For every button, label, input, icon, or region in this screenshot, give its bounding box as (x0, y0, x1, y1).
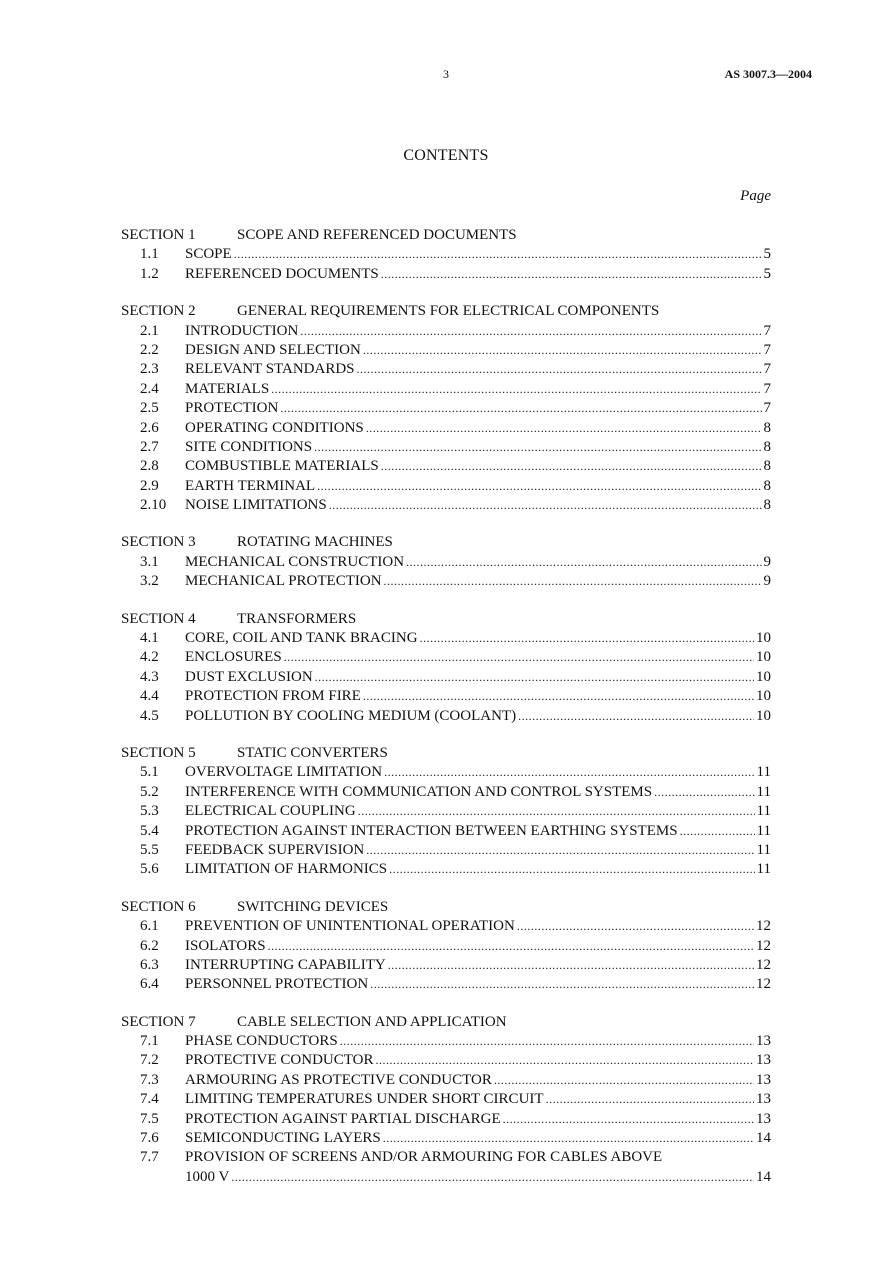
dot-leader (370, 975, 754, 994)
dot-leader (357, 360, 762, 379)
entry-page-number: 7 (763, 400, 771, 417)
entry-page-number: 10 (756, 630, 771, 647)
contents-title: CONTENTS (403, 147, 489, 164)
dot-leader (389, 860, 754, 879)
dot-leader (654, 783, 754, 802)
toc-entry (121, 783, 771, 802)
entry-page-number: 13 (756, 1033, 771, 1050)
entry-title: PROTECTION (185, 400, 279, 417)
entry-title: SEMICONDUCTING LAYERS (185, 1130, 381, 1147)
toc-entry (121, 1148, 771, 1187)
entry-number: 2.3 (140, 361, 159, 378)
entry-number: 7.6 (140, 1130, 159, 1147)
toc-entry (121, 1110, 771, 1129)
entry-title: 1000 V (185, 1168, 230, 1185)
section-heading (121, 226, 771, 245)
section-name: TRANSFORMERS (237, 610, 357, 627)
entry-page-number: 8 (763, 419, 771, 436)
toc-section (121, 226, 771, 284)
entry-title: MECHANICAL PROTECTION (185, 573, 382, 590)
toc-section (121, 533, 771, 591)
entry-page-number: 10 (756, 649, 771, 666)
entry-number: 2.10 (140, 497, 167, 514)
section-heading (121, 610, 771, 629)
entry-title: ARMOURING AS PROTECTIVE CONDUCTOR (185, 1071, 492, 1088)
toc-entry (121, 360, 771, 379)
entry-number: 7.2 (140, 1052, 159, 1069)
dot-leader (366, 841, 754, 860)
section-label: SECTION 7 (121, 1013, 196, 1030)
section-label: SECTION 1 (121, 227, 196, 243)
entry-page-number: 9 (763, 573, 771, 590)
entry-page-number: 14 (756, 1168, 771, 1185)
entry-page-number: 8 (763, 477, 771, 494)
toc-entry (121, 265, 771, 284)
entry-title: DUST EXCLUSION (185, 668, 313, 685)
toc-entry (121, 1071, 771, 1090)
entry-page-number: 5 (763, 246, 771, 263)
entry-number: 3.1 (140, 553, 159, 570)
entry-page-number: 7 (763, 380, 771, 397)
dot-leader (383, 1129, 754, 1148)
entry-number: 7.1 (140, 1033, 159, 1050)
entry-title: NOISE LIMITATIONS (185, 497, 327, 514)
toc-entry (121, 860, 771, 879)
dot-leader (280, 399, 761, 418)
entry-title: PROTECTIVE CONDUCTOR (185, 1052, 374, 1069)
toc-entry (121, 1032, 771, 1051)
toc-entry (121, 707, 771, 726)
entry-page-number: 11 (756, 822, 771, 839)
section-heading (121, 302, 771, 321)
toc-entry (121, 245, 771, 264)
entry-number: 3.2 (140, 573, 159, 590)
toc-entry (121, 477, 771, 496)
entry-title: LIMITING TEMPERATURES UNDER SHORT CIRCUIT (185, 1091, 544, 1108)
toc-entry (121, 399, 771, 418)
section-name: GENERAL REQUIREMENTS FOR ELECTRICAL COMPONENTS (237, 303, 660, 320)
dot-leader (231, 1168, 754, 1187)
dot-leader (381, 457, 762, 476)
section-label: SECTION 6 (121, 898, 196, 915)
dot-leader (363, 341, 762, 360)
entry-number: 7.4 (140, 1091, 159, 1108)
entry-title: PROTECTION FROM FIRE (185, 688, 361, 705)
toc-section (121, 898, 771, 995)
toc-entry (121, 496, 771, 515)
toc-entry (121, 1129, 771, 1148)
toc-entry (121, 668, 771, 687)
entry-title: RELEVANT STANDARDS (185, 361, 355, 378)
section-heading (121, 533, 771, 552)
dot-leader (315, 668, 754, 687)
entry-number: 7.7 (140, 1149, 159, 1166)
toc-section (121, 1013, 771, 1188)
toc-entry (121, 1051, 771, 1070)
entry-page-number: 13 (756, 1052, 771, 1069)
section-name: ROTATING MACHINES (237, 534, 393, 551)
entry-page-number: 14 (756, 1130, 771, 1147)
table-of-contents (121, 226, 771, 1205)
entry-number: 5.6 (140, 861, 159, 878)
dot-leader (271, 380, 761, 399)
entry-page-number: 12 (756, 976, 771, 993)
entry-title: MATERIALS (185, 380, 270, 397)
entry-number: 6.3 (140, 956, 159, 973)
toc-entry (121, 822, 771, 841)
entry-title: LIMITATION OF HARMONICS (185, 861, 388, 878)
dot-leader (284, 648, 754, 667)
entry-number: 1.1 (140, 246, 159, 263)
dot-leader (300, 322, 761, 341)
section-label: SECTION 3 (121, 534, 196, 551)
entry-number: 1.2 (140, 265, 159, 282)
toc-entry (121, 841, 771, 860)
entry-number: 7.3 (140, 1071, 159, 1088)
section-heading (121, 744, 771, 763)
dot-leader (366, 419, 762, 438)
dot-leader (329, 496, 762, 515)
entry-number: 5.1 (140, 764, 159, 781)
entry-page-number: 13 (756, 1071, 771, 1088)
entry-number: 6.1 (140, 918, 159, 935)
section-name: SCOPE AND REFERENCED DOCUMENTS (237, 227, 517, 243)
entry-number: 4.1 (140, 630, 159, 647)
entry-title: ENCLOSURES (185, 649, 282, 666)
page-number: 3 (443, 67, 449, 81)
entry-title: SCOPE (185, 246, 232, 263)
entry-number: 2.1 (140, 322, 159, 339)
entry-title: DESIGN AND SELECTION (185, 341, 361, 358)
entry-page-number: 5 (763, 265, 771, 282)
entry-number: 5.3 (140, 803, 159, 820)
entry-page-number: 8 (763, 438, 771, 455)
entry-number: 2.9 (140, 477, 159, 494)
toc-entry (121, 380, 771, 399)
dot-leader (680, 822, 755, 841)
entry-page-number: 12 (756, 918, 771, 935)
dot-leader (314, 438, 761, 457)
dot-leader (384, 763, 754, 782)
entry-title: POLLUTION BY COOLING MEDIUM (COOLANT) (185, 707, 517, 724)
entry-page-number: 11 (756, 783, 771, 800)
entry-title: CORE, COIL AND TANK BRACING (185, 630, 418, 647)
entry-title: PROTECTION AGAINST PARTIAL DISCHARGE (185, 1110, 501, 1127)
entry-page-number: 11 (756, 764, 771, 781)
dot-leader (420, 629, 754, 648)
entry-number: 6.2 (140, 937, 159, 954)
toc-entry (121, 629, 771, 648)
entry-title: INTERRUPTING CAPABILITY (185, 956, 386, 973)
entry-title: PROTECTION AGAINST INTERACTION BETWEEN EARTHING SYSTEMS (185, 822, 678, 839)
dot-leader (317, 477, 761, 496)
entry-page-number: 12 (756, 956, 771, 973)
section-heading (121, 898, 771, 917)
entry-number: 2.4 (140, 380, 159, 397)
toc-entry (121, 956, 771, 975)
entry-number: 2.2 (140, 341, 159, 358)
entry-title: MECHANICAL CONSTRUCTION (185, 553, 405, 570)
dot-leader (358, 802, 755, 821)
dot-leader (406, 553, 761, 572)
entry-title: ELECTRICAL COUPLING (185, 803, 356, 820)
page-column-label: Page (740, 188, 771, 204)
entry-page-number: 7 (763, 341, 771, 358)
section-label: SECTION 5 (121, 744, 196, 761)
toc-entry (121, 457, 771, 476)
document-id: AS 3007.3—2004 (724, 67, 812, 81)
dot-leader (384, 572, 762, 591)
entry-page-number: 10 (756, 668, 771, 685)
toc-section (121, 744, 771, 880)
toc-entry (121, 937, 771, 956)
entry-page-number: 8 (763, 497, 771, 514)
entry-page-number: 7 (763, 361, 771, 378)
entry-page-number: 10 (756, 688, 771, 705)
entry-number: 4.2 (140, 649, 159, 666)
dot-leader (388, 956, 754, 975)
entry-title: COMBUSTIBLE MATERIALS (185, 458, 379, 475)
dot-leader (381, 265, 762, 284)
dot-leader (503, 1110, 754, 1129)
section-heading (121, 1013, 771, 1032)
entry-page-number: 13 (756, 1091, 771, 1108)
entry-page-number: 10 (756, 707, 771, 724)
entry-title: EARTH TERMINAL (185, 477, 316, 494)
entry-number: 4.3 (140, 668, 159, 685)
toc-entry (121, 341, 771, 360)
entry-page-number: 13 (756, 1110, 771, 1127)
entry-number: 2.5 (140, 400, 159, 417)
toc-section (121, 302, 771, 515)
section-name: STATIC CONVERTERS (237, 744, 388, 761)
toc-entry (121, 553, 771, 572)
toc-entry (121, 763, 771, 782)
entry-page-number: 11 (756, 861, 771, 878)
entry-title: SITE CONDITIONS (185, 438, 313, 455)
entry-title: PROVISION OF SCREENS AND/OR ARMOURING FOR CABLES ABOVE (185, 1149, 663, 1166)
entry-page-number: 12 (756, 937, 771, 954)
entry-title: PREVENTION OF UNINTENTIONAL OPERATION (185, 918, 515, 935)
toc-entry (121, 802, 771, 821)
entry-title: INTRODUCTION (185, 322, 299, 339)
entry-number: 5.4 (140, 822, 159, 839)
toc-entry (121, 975, 771, 994)
entry-title: OVERVOLTAGE LIMITATION (185, 764, 383, 781)
toc-section (121, 610, 771, 726)
entry-title: INTERFERENCE WITH COMMUNICATION AND CONTROL SYSTEMS (185, 783, 653, 800)
dot-leader (494, 1071, 754, 1090)
entry-title: OPERATING CONDITIONS (185, 419, 364, 436)
entry-title: REFERENCED DOCUMENTS (185, 265, 379, 282)
section-name: CABLE SELECTION AND APPLICATION (237, 1013, 507, 1030)
toc-entry (121, 419, 771, 438)
entry-title: FEEDBACK SUPERVISION (185, 841, 365, 858)
entry-number: 5.5 (140, 841, 159, 858)
entry-number: 2.8 (140, 458, 159, 475)
dot-leader (363, 687, 754, 706)
entry-title: PHASE CONDUCTORS (185, 1033, 338, 1050)
dot-leader (340, 1032, 754, 1051)
dot-leader (234, 245, 762, 264)
toc-entry (121, 322, 771, 341)
entry-page-number: 7 (763, 322, 771, 339)
dot-leader (375, 1051, 754, 1070)
section-label: SECTION 2 (121, 303, 196, 320)
dot-leader (546, 1090, 754, 1109)
entry-title: ISOLATORS (185, 937, 266, 954)
entry-number: 2.6 (140, 419, 159, 436)
entry-page-number: 9 (763, 553, 771, 570)
dot-leader (268, 937, 754, 956)
entry-number: 4.5 (140, 707, 159, 724)
entry-number: 2.7 (140, 438, 159, 455)
entry-page-number: 8 (763, 458, 771, 475)
entry-number: 6.4 (140, 976, 159, 993)
toc-entry (121, 648, 771, 667)
section-label: SECTION 4 (121, 610, 196, 627)
toc-entry (121, 1090, 771, 1109)
entry-number: 5.2 (140, 783, 159, 800)
toc-entry (121, 917, 771, 936)
dot-leader (518, 707, 754, 726)
toc-entry (121, 572, 771, 591)
dot-leader (517, 917, 754, 936)
toc-entry (121, 687, 771, 706)
toc-entry (121, 438, 771, 457)
entry-page-number: 11 (756, 803, 771, 820)
entry-page-number: 11 (756, 841, 771, 858)
entry-number: 4.4 (140, 688, 159, 705)
section-name: SWITCHING DEVICES (237, 898, 389, 915)
entry-number: 7.5 (140, 1110, 159, 1127)
entry-title: PERSONNEL PROTECTION (185, 976, 369, 993)
